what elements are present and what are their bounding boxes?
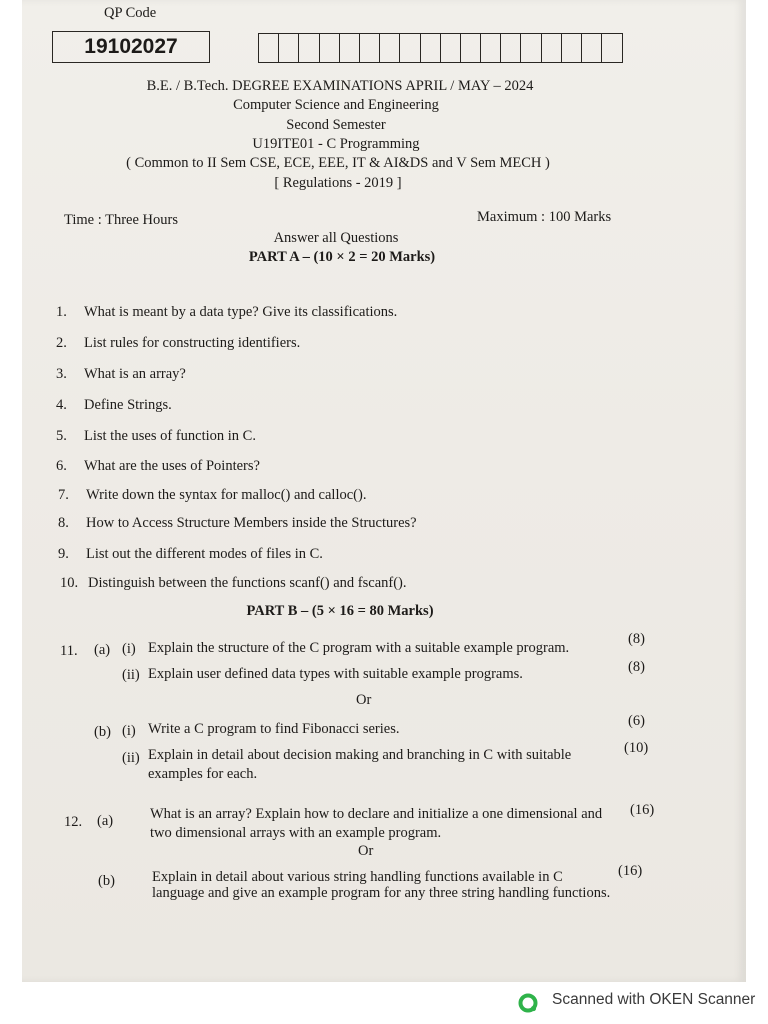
part-b-heading: PART B – (5 × 16 = 80 Marks) <box>246 603 434 619</box>
q11b-label: (b) <box>94 724 111 740</box>
q11a-ii-marks: (8) <box>628 659 645 675</box>
question-number: 7. <box>58 487 69 503</box>
q12a-label: (a) <box>97 813 114 829</box>
q12a-marks: (16) <box>630 802 655 818</box>
question-number: 8. <box>58 515 69 531</box>
question-number: 1. <box>56 304 67 320</box>
register-number-cell <box>400 34 420 62</box>
time-label: Time : Three Hours <box>64 212 178 228</box>
register-number-cell <box>521 34 541 62</box>
question-text: Define Strings. <box>84 397 172 413</box>
q11a-label: (a) <box>94 642 111 658</box>
q11a-i-label: (i) <box>122 641 136 657</box>
exam-title: B.E. / B.Tech. DEGREE EXAMINATIONS APRIL / MAY – 2024 <box>146 78 534 94</box>
regulations: [ Regulations - 2019 ] <box>274 175 402 191</box>
max-marks-label: Maximum : 100 Marks <box>477 209 612 225</box>
department: Computer Science and Engineering <box>233 97 439 113</box>
qp-code-value: 19102027 <box>84 35 178 58</box>
question-number: 3. <box>56 366 67 382</box>
question-text: List rules for constructing identifiers. <box>84 335 301 351</box>
question-text: List out the different modes of files in C. <box>86 546 323 562</box>
register-number-cell <box>481 34 501 62</box>
q11-or: Or <box>356 692 372 708</box>
part-a-question <box>56 335 300 352</box>
question-text: Write down the syntax for malloc() and calloc(). <box>86 487 367 503</box>
q12a-text-1: What is an array? Explain how to declare and initialize a one dimensional and <box>150 806 603 822</box>
question-number: 9. <box>58 546 69 562</box>
part-a-question <box>58 487 366 504</box>
question-number: 6. <box>56 458 67 474</box>
q11b-i-text: Write a C program to find Fibonacci series. <box>148 721 400 737</box>
qp-code-box <box>52 31 210 63</box>
register-number-cell <box>421 34 441 62</box>
register-number-cell <box>380 34 400 62</box>
question-text: What is an array? <box>84 366 186 382</box>
q11b-i-label: (i) <box>122 723 136 739</box>
q12-or: Or <box>358 843 374 859</box>
part-a-question <box>56 428 256 445</box>
question-number: 10. <box>60 575 79 591</box>
register-number-cell <box>562 34 582 62</box>
q12b-text-1: Explain in detail about various string handling functions available in C <box>152 869 563 885</box>
qp-code-label: QP Code <box>104 5 157 21</box>
register-number-cell <box>279 34 299 62</box>
register-number-cell <box>360 34 380 62</box>
q11b-ii-marks: (10) <box>624 740 649 756</box>
register-number-cell <box>461 34 481 62</box>
register-number-grid <box>258 33 623 63</box>
register-number-cell <box>542 34 562 62</box>
question-number: 2. <box>56 335 67 351</box>
register-number-cell <box>340 34 360 62</box>
question-text: What are the uses of Pointers? <box>84 458 260 474</box>
semester: Second Semester <box>286 117 386 133</box>
q11a-i-text: Explain the structure of the C program with a suitable example program. <box>148 640 570 656</box>
q11a-i-marks: (8) <box>628 631 645 647</box>
q12-number: 12. <box>64 814 83 830</box>
q12b-text-2: language and give an example program for any three string handling functions. <box>152 885 611 901</box>
part-a-question <box>58 515 417 532</box>
question-text: What is meant by a data type? Give its classifications. <box>84 304 398 320</box>
instruction: Answer all Questions <box>273 230 399 246</box>
oken-scanner-logo-icon <box>518 993 538 1013</box>
q11b-ii-text-2: examples for each. <box>148 766 258 782</box>
register-number-cell <box>501 34 521 62</box>
part-a-question <box>56 304 397 321</box>
register-number-cell <box>299 34 319 62</box>
q11b-ii-text-1: Explain in detail about decision making and branching in C with suitable <box>148 747 572 763</box>
question-number: 5. <box>56 428 67 444</box>
register-number-cell <box>441 34 461 62</box>
q12b-marks: (16) <box>618 863 643 879</box>
q12a-text-2: two dimensional arrays with an example program. <box>150 825 442 841</box>
part-a-question <box>56 366 186 383</box>
common-note: ( Common to II Sem CSE, ECE, EEE, IT & AI&DS and V Sem MECH ) <box>126 155 550 171</box>
question-text: How to Access Structure Members inside the Structures? <box>86 515 417 531</box>
part-a-question <box>56 397 172 414</box>
register-number-cell <box>582 34 602 62</box>
q11b-i-marks: (6) <box>628 713 645 729</box>
part-a-question <box>56 458 260 475</box>
course-code-title: U19ITE01 - C Programming <box>252 136 420 152</box>
register-number-cell <box>320 34 340 62</box>
q11a-ii-text: Explain user defined data types with suitable example programs. <box>148 666 523 682</box>
q11a-ii-label: (ii) <box>122 667 140 683</box>
part-a-question <box>58 546 323 563</box>
scanner-watermark-text: Scanned with OKEN Scanner <box>552 991 756 1008</box>
register-number-cell <box>259 34 279 62</box>
q11b-ii-label: (ii) <box>122 750 140 766</box>
q11-number: 11. <box>60 643 78 659</box>
q12b-label: (b) <box>98 873 115 889</box>
question-text: Distinguish between the functions scanf() and fscanf(). <box>88 575 407 591</box>
question-text: List the uses of function in C. <box>84 428 256 444</box>
register-number-cell <box>602 34 622 62</box>
question-number: 4. <box>56 397 67 413</box>
part-a-heading: PART A – (10 × 2 = 20 Marks) <box>248 249 436 265</box>
part-a-question <box>60 575 407 592</box>
